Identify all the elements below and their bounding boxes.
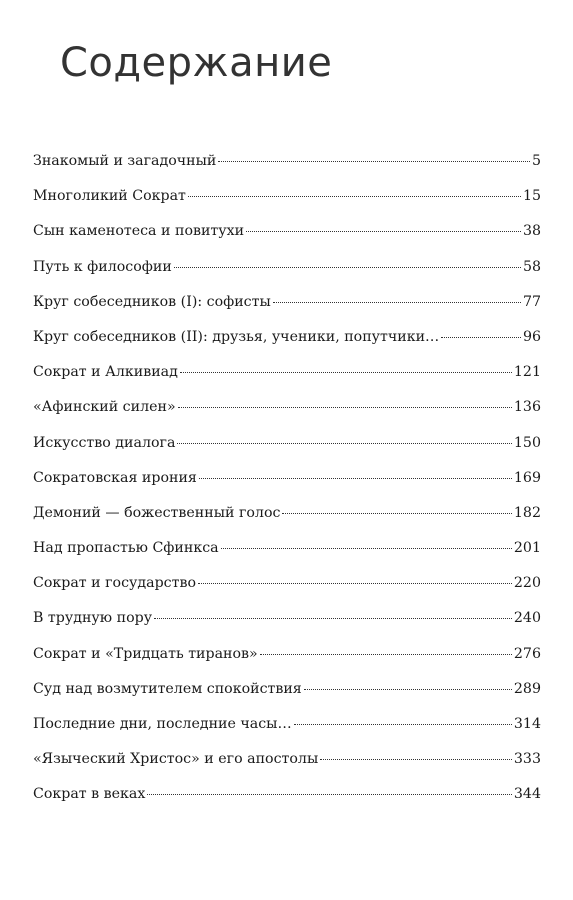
toc-entry-title: Сократ и Алкивиад xyxy=(33,364,178,381)
toc-entry-title: Круг собеседников (II): друзья, ученики, попутчики… xyxy=(33,328,440,345)
toc-entry-page-number: 96 xyxy=(522,328,541,345)
toc-entry xyxy=(33,469,541,504)
toc-entry-page-number: 150 xyxy=(513,434,541,451)
toc-entry-page-number: 38 xyxy=(522,223,541,240)
toc-entry-title: Путь к философии xyxy=(33,258,172,275)
dot-leader xyxy=(320,759,512,760)
dot-leader xyxy=(221,548,512,549)
toc-entry xyxy=(33,680,541,715)
toc-entry-page-number: 58 xyxy=(522,258,541,275)
dot-leader xyxy=(198,583,512,584)
toc-entry-page-number: 182 xyxy=(513,504,541,521)
dot-leader xyxy=(441,337,521,338)
toc-entry xyxy=(33,539,541,574)
toc-entry xyxy=(33,715,541,750)
toc-entry-title: Искусство диалога xyxy=(33,434,176,451)
toc-entry-title: «Афинский силен» xyxy=(33,399,176,416)
dot-leader xyxy=(304,689,512,690)
toc-entry xyxy=(33,258,541,293)
dot-leader xyxy=(246,231,521,232)
toc-entry-page-number: 276 xyxy=(513,645,541,662)
page-title: Содержание xyxy=(60,40,333,86)
toc-entry-page-number: 240 xyxy=(513,610,541,627)
toc-entry-title: Последние дни, последние часы… xyxy=(33,716,292,732)
toc-entry-title: Над пропастью Сфинкса xyxy=(33,540,219,557)
dot-leader xyxy=(260,654,512,655)
toc-entry xyxy=(33,222,541,257)
dot-leader xyxy=(188,196,521,197)
toc-entry xyxy=(33,293,541,328)
table-of-contents xyxy=(33,152,541,821)
toc-entry-title: Круг собеседников (I): софисты xyxy=(33,293,271,310)
toc-entry-title: Сократ и государство xyxy=(33,575,196,592)
toc-entry xyxy=(33,328,541,363)
toc-entry-title: Многоликий Сократ xyxy=(33,188,186,205)
dot-leader xyxy=(273,302,521,303)
toc-entry xyxy=(33,750,541,785)
toc-entry-title: В трудную пору xyxy=(33,610,153,627)
toc-entry xyxy=(33,434,541,469)
toc-entry-page-number: 77 xyxy=(522,293,541,310)
toc-entry xyxy=(33,187,541,222)
toc-entry-page-number: 121 xyxy=(513,364,541,381)
toc-entry-page-number: 314 xyxy=(513,716,541,732)
toc-entry-title: Демоний — божественный голос xyxy=(33,504,281,521)
dot-leader xyxy=(174,267,521,268)
dot-leader xyxy=(218,161,530,162)
toc-entry-page-number: 136 xyxy=(513,399,541,416)
toc-entry xyxy=(33,574,541,609)
toc-entry xyxy=(33,152,541,187)
toc-entry-title: «Языческий Христос» и его апостолы xyxy=(33,751,319,768)
toc-entry xyxy=(33,504,541,539)
toc-entry xyxy=(33,398,541,433)
toc-entry-title: Сын каменотеса и повитухи xyxy=(33,223,245,240)
toc-entry xyxy=(33,609,541,644)
toc-entry-page-number: 201 xyxy=(513,540,541,557)
toc-entry-page-number: 220 xyxy=(513,575,541,592)
dot-leader xyxy=(177,443,511,444)
dot-leader xyxy=(294,724,512,725)
dot-leader xyxy=(178,407,512,408)
dot-leader xyxy=(154,618,512,619)
dot-leader xyxy=(180,372,512,373)
toc-entry-title: Сократ в веках xyxy=(33,786,146,803)
toc-entry-page-number: 169 xyxy=(513,469,541,486)
toc-entry-title: Суд над возмутителем спокойствия xyxy=(33,680,302,697)
toc-entry xyxy=(33,785,541,820)
toc-entry-page-number: 15 xyxy=(522,188,541,205)
toc-entry xyxy=(33,363,541,398)
toc-entry-page-number: 333 xyxy=(513,751,541,768)
toc-entry-title: Знакомый и загадочный xyxy=(33,153,217,169)
toc-entry-page-number: 344 xyxy=(513,786,541,803)
toc-entry-title: Сократовская ирония xyxy=(33,469,197,486)
toc-entry-page-number: 5 xyxy=(531,153,541,169)
dot-leader xyxy=(199,478,512,479)
toc-entry-title: Сократ и «Тридцать тиранов» xyxy=(33,645,258,662)
toc-entry-page-number: 289 xyxy=(513,680,541,697)
dot-leader xyxy=(147,794,512,795)
toc-entry xyxy=(33,645,541,680)
dot-leader xyxy=(282,513,511,514)
